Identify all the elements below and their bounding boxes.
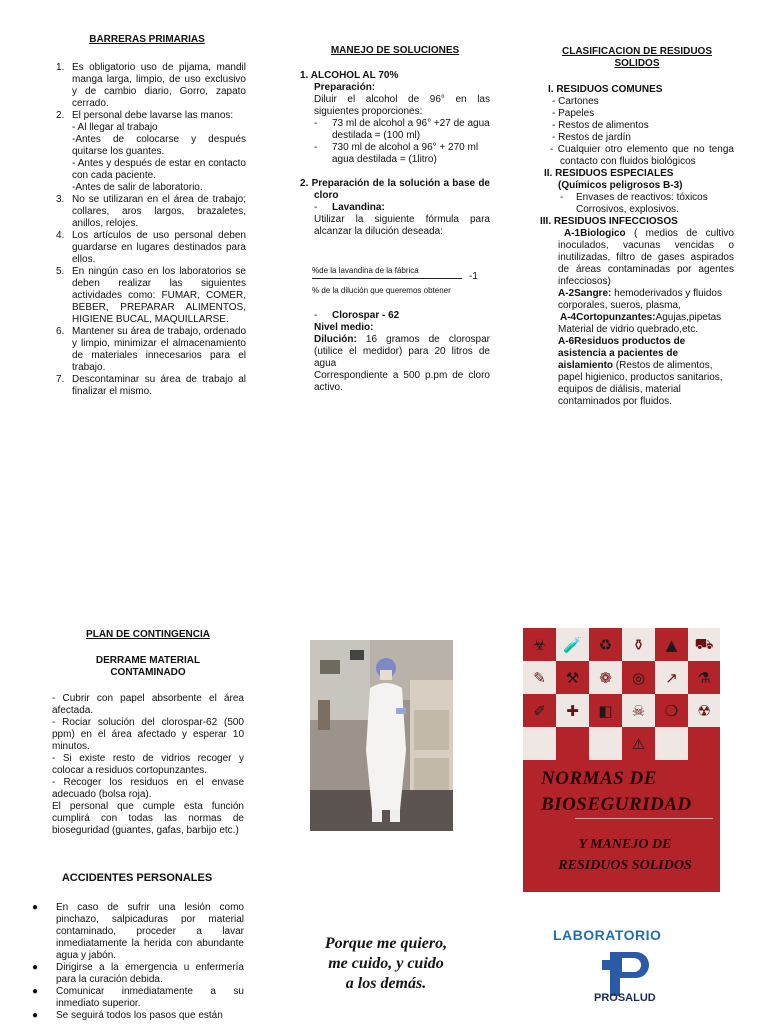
formula: %de la lavandina de la fábrica -1 % de la dilución que queremos obtener: [312, 266, 478, 295]
syringe-icon: ✎: [523, 661, 556, 694]
truck-icon: ⛟: [688, 628, 720, 661]
hazard-symbols-grid: [523, 628, 720, 760]
clasificacion-title: CLASIFICACION DE RESIDUOS SOLIDOS: [561, 46, 712, 69]
oxidizer-icon: ◎: [622, 661, 655, 694]
especiales-title: II. RESIDUOS ESPECIALES: [544, 168, 674, 179]
list-item: 5. En ningún caso en los laboratorios se deben realizar las siguientes actividades como: FUMAR, COMER, BEBER, PREPARAR ALIMENTOS, HIGIENE BUCAL, MAQUILLARSE.: [56, 266, 246, 325]
tube-icon: 🧪: [556, 628, 589, 661]
lab-photo: [310, 640, 453, 831]
empty-icon: [523, 727, 556, 760]
correspondiente-text: Correspondiente a 500 p.pm de cloro activo.: [314, 370, 490, 393]
clorospar-row: - Clorospar - 62: [314, 310, 400, 321]
alcohol-title: 1. ALCOHOL AL 70%: [300, 70, 399, 81]
lab-label: LABORATORIO: [553, 927, 662, 943]
cloro-title: 2. Preparación de la solución a base de cloro: [300, 178, 490, 201]
list-item: ● Se seguirá todos los pasos que están: [32, 1010, 223, 1021]
list-item: 1. Es obligatorio uso de pijama, mandil manga larga, limpio, de uso exclusivo y de cambio diario, Gorro, zapato cerrado.: [56, 62, 246, 109]
bandage-icon: ✚: [556, 694, 589, 727]
recycle-icon: ♻: [589, 628, 622, 661]
nivel-label: Nivel medio:: [314, 322, 374, 333]
contingencia-section: [52, 629, 244, 837]
biohazard-icon: ☣: [523, 628, 556, 661]
accidentes-title: ACCIDENTES PERSONALES: [61, 872, 213, 884]
a4-item: A-4Cortopunzantes:Agujas,pipetas Material de vidrio quebrado,etc.: [558, 312, 722, 335]
needle-icon: ↗: [655, 661, 688, 694]
slogan: Porque me quiero, me cuido, y cuido a los demás.: [324, 935, 448, 992]
pipette-icon: ✐: [523, 694, 556, 727]
empty-icon: [589, 727, 622, 760]
empty-icon: [655, 727, 688, 760]
contingencia-body: - Cubrir con papel absorbente el área afectada. - Rociar solución del clorospar-62 (500 ppm) en el área afectado y esperar 10 minutos. - Si existe resto de vidrios recoger y colocar a residuos cortopunzantes. - Recoger los residuos en el envase adecuado (bolsa roja). El personal que cumple esta función cumplirá con todas las normas de bioseguridad (guantes, gafas, barbijo etc.): [52, 693, 244, 836]
especiales-sub: (Químicos peligrosos B-3): [558, 180, 683, 191]
list-item: - Envases de reactivos: tóxicos Corrosivos, explosivos.: [560, 192, 708, 215]
a2-item: A-2Sangre: hemoderivados y fluidos corporales, sueros, plasma,: [558, 288, 722, 311]
cotton-icon: ❁: [589, 661, 622, 694]
a1-item: A-1Biologico ( medios de cultivo inoculados, vacunas vencidas o inutilizadas, filtro de gases aspirados de áreas contaminadas por agentes infecciosos): [558, 228, 734, 287]
list-item: 7. Descontaminar su área de trabajo al finalizar el mismo.: [56, 374, 246, 397]
warning-icon: ⚠: [622, 727, 655, 760]
soluciones-title: MANEJO DE SOLUCIONES: [330, 45, 460, 56]
alcohol-text: Diluir el alcohol de 96° en las siguientes proporciones:: [314, 94, 490, 117]
soluciones-section: [300, 45, 490, 394]
accidentes-section: [30, 872, 244, 1022]
corrosive-icon: ◧: [589, 694, 622, 727]
list-item: - 73 ml de alcohol a 96° +27 de agua destilada = (100 ml): [314, 118, 490, 141]
clasificacion-section: [540, 46, 734, 408]
list-item: - Papeles: [552, 108, 595, 119]
empty-icon: [556, 727, 589, 760]
list-item: - Restos de alimentos: [552, 120, 649, 131]
list-item: ● Comunicar inmediatamente a su inmediato superior.: [32, 986, 244, 1009]
barreras-list: [48, 62, 246, 398]
list-item: 6. Mantener su área de trabajo, ordenado y limpio, minimizar el almacenamiento de materiales innecesarios para el trabajo.: [56, 326, 246, 373]
radiation-icon: ☢: [688, 694, 720, 727]
cover-title: NORMAS DE BIOSEGURIDAD: [541, 768, 692, 815]
list-item: - 730 ml de alcohol a 96° + 270 ml agua destilada = (1litro): [314, 142, 479, 165]
brand-name: PROSALUD: [594, 992, 656, 1004]
barreras-section: [48, 34, 246, 398]
barreras-title: BARRERAS PRIMARIAS: [89, 34, 205, 45]
list-item: - Cartones: [552, 96, 599, 107]
prosalud-logo: [588, 952, 660, 996]
cover-divider: [575, 818, 713, 819]
list-item: - Cualquier otro elemento que no tenga contacto con fluidos biológicos: [550, 144, 734, 167]
vial-icon: ⚱: [622, 628, 655, 661]
preparacion-label: Preparación:: [314, 82, 376, 93]
contingencia-title: PLAN DE CONTINGENCIA: [86, 629, 210, 640]
list-item: ● En caso de sufrir una lesión como pinchazo, salpicaduras por material contaminado, proceder a lavar inmediatamente la herida con abundante agua y jabón.: [32, 902, 244, 961]
flammable-icon: ▲: [655, 628, 688, 661]
list-item: 2. El personal debe lavarse las manos: - Al llegar al trabajo -Antes de colocarse y después quitarse los guantes. - Antes y después de estar en contacto con cada paciente. -Antes de salir de laboratorio.: [56, 110, 246, 193]
list-item: ● Dirigirse a la emergencia u enfermería para la curación debida.: [32, 962, 244, 985]
dilucion-text: Dilución: 16 gramos de clorospar (utilice el medidor) para 20 litros de agua: [314, 334, 490, 369]
flask-icon: ⚗: [688, 661, 720, 694]
skull-icon: ☠: [622, 694, 655, 727]
list-item: 4. Los artículos de uso personal deben guardarse en lugares destinados para ellos.: [56, 230, 246, 265]
cover-subtitle: Y MANEJO DE RESIDUOS SOLIDOS: [558, 837, 692, 873]
pills-icon: ❍: [655, 694, 688, 727]
list-item: - Restos de jardín: [552, 132, 631, 143]
derrame-title: DERRAME MATERIAL CONTAMINADO: [95, 655, 201, 678]
list-item: 3. No se utilizaran en el área de trabajo; collares, aros largos, brazaletes, anillos, relojes.: [56, 194, 246, 229]
hammer-icon: ⚒: [556, 661, 589, 694]
a6-item: A-6Residuos productos de asistencia a pacientes de aislamiento (Restos de alimentos, papel higienico, productos sanitarios, equipos de diálisis, material contaminados por fluidos.: [558, 336, 723, 407]
lavandina-text: Utilizar la siguiente fórmula para alcanzar la dilución deseada:: [314, 214, 490, 237]
comunes-title: I. RESIDUOS COMUNES: [548, 84, 663, 95]
cover-panel: [523, 628, 720, 892]
lavandina-row: - Lavandina:: [314, 202, 385, 213]
infecciosos-title: III. RESIDUOS INFECCIOSOS: [540, 216, 678, 227]
